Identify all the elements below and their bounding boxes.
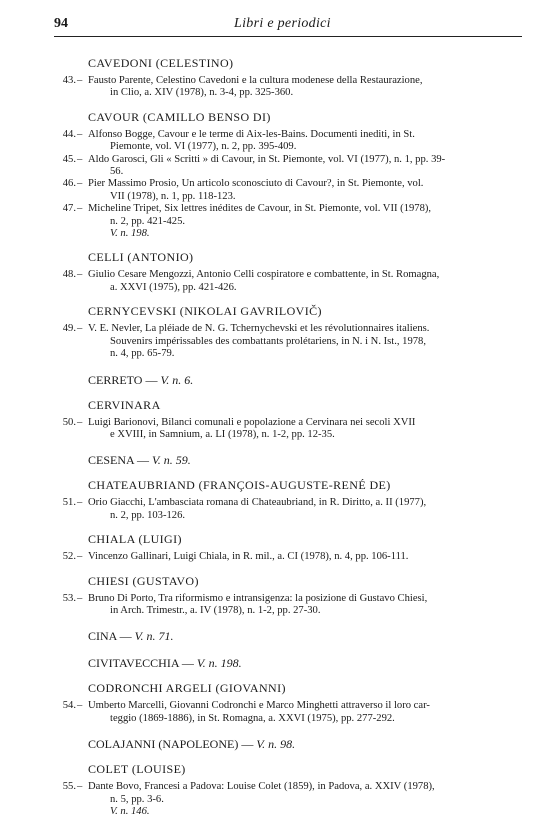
cross-reference-name: CINA [88,629,117,644]
entry-dash: – [77,592,83,604]
entry-line: n. 5, pp. 3-6. [110,793,164,805]
section-heading: CHIESI (GUSTAVO) [88,573,199,588]
cross-reference-name: CIVITAVECCHIA [88,656,179,671]
entry-line: e XVIII, in Samnium, a. LI (1978), n. 1-2, pp. 12-35. [110,428,335,440]
bibliography-entry [62,700,524,725]
entry-dash: – [77,781,83,793]
entry-line: in Clio, a. XIV (1978), n. 3-4, pp. 325-360. [110,87,294,99]
entry-line: in Arch. Trimestr., a. IV (1978), n. 1-2, pp. 27-30. [110,604,321,616]
entry-line: Pier Massimo Prosio, Un articolo sconosciuto di Cavour?, in St. Piemonte, vol. [88,178,424,190]
entry-line: a. XXVI (1975), pp. 421-426. [110,281,237,293]
cross-reference-heading: COLAJANNI (NAPOLEONE) — V. n. 98. [88,737,296,752]
entry-dash: – [77,153,83,165]
entry-number: 54. [62,700,76,712]
cross-reference-name: CESENA [88,453,135,468]
entry-see-also: V. n. 198. [110,228,150,240]
entry-line: Micheline Tripet, Six lettres inédites de Cavour, in St. Piemonte, vol. VII (1978), [88,203,432,215]
entry-number: 46. [62,178,76,190]
bibliography-entry [62,178,524,203]
page-number: 94 [54,16,68,31]
entry-number: 45. [62,153,76,165]
entry-number: 49. [62,323,76,335]
running-title: Libri e periodici [234,16,331,31]
entry-line: Bruno Di Porto, Tra riformismo e intransigenza: la posizione di Gustavo Chiesi, [88,592,428,604]
bibliography-entry [62,323,524,360]
entry-dash: – [77,323,83,335]
entry-dash: – [77,551,83,563]
bibliography-entry [62,551,524,563]
entry-number: 43. [62,75,76,86]
cross-reference-name: COLAJANNI (NAPOLEONE) [88,737,239,752]
entry-dash: – [77,203,83,215]
section-heading: CERVINARA [88,397,161,412]
entry-number: 53. [62,592,76,604]
cross-reference-see: V. n. 71. [134,629,174,644]
entry-line: V. E. Nevler, La pléiade de N. G. Tchernychevski et les révolutionnaires italiens. [88,323,430,335]
section-heading: CAVEDONI (CELESTINO) [88,56,234,70]
page-header [54,14,522,37]
cross-reference-name: CERRETO [88,372,143,387]
cross-reference-see: V. n. 6. [160,372,194,387]
cross-reference-heading: CINA — V. n. 71. [88,629,174,644]
entry-dash: – [77,178,83,190]
bibliography-entry [62,592,524,618]
cross-reference-heading: CESENA — V. n. 59. [88,453,191,468]
entry-line: Dante Bovo, Francesi a Padova: Louise Colet (1859), in Padova, a. XXIV (1978), [88,781,435,793]
entry-number: 48. [62,269,76,281]
entry-line: n. 2, pp. 103-126. [110,509,186,521]
entry-line: Luigi Barionovi, Bilanci comunali e popolazione a Cervinara nei secoli XVII [88,416,416,428]
entry-number: 51. [62,497,76,509]
bibliography-entry [62,203,524,240]
section-heading: CAVOUR (CAMILLO BENSO DI) [88,109,271,124]
entry-line: Vincenzo Gallinari, Luigi Chiala, in R. mil., a. CI (1978), n. 4, pp. 106-111. [88,551,409,563]
section-heading: CHIALA (LUIGI) [88,532,182,547]
cross-reference-see: V. n. 198. [196,656,242,671]
entry-number: 52. [62,551,76,563]
bibliography-list [0,50,550,818]
entry-dash: – [77,128,83,140]
bibliography-entry [62,497,524,522]
cross-reference-see: V. n. 59. [152,453,191,468]
section-heading: CELLI (ANTONIO) [88,250,194,265]
entry-number: 44. [62,128,76,140]
entry-see-also: V. n. 146. [110,805,150,817]
entry-line: Giulio Cesare Mengozzi, Antonio Celli cospiratore e combattente, in St. Romagna, [88,269,440,281]
entry-line: n. 2, pp. 421-425. [110,215,186,227]
entry-number: 47. [62,203,76,215]
section-heading: CHATEAUBRIAND (FRANÇOIS-AUGUSTE-RENÉ DE) [88,478,391,493]
entry-line: Aldo Garosci, Gli « Scritti » di Cavour, in St. Piemonte, vol. VI (1977), n. 1, pp. 39- [88,153,446,165]
bibliography-entry [62,416,524,442]
entry-line: Alfonso Bogge, Cavour e le terme di Aix-les-Bains. Documenti inediti, in St. [88,128,415,140]
entry-line: Souvenirs impérissables des combattants prolétariens, in N. i N. Ist., 1978, [110,335,426,347]
entry-line: 56. [110,166,124,178]
bibliography-entry [62,153,524,179]
entry-dash: – [77,269,83,281]
entry-dash: – [77,700,83,712]
bibliography-entry [62,269,524,294]
entry-line: Fausto Parente, Celestino Cavedoni e la cultura modenese della Restaurazione, [88,75,423,86]
entry-line: n. 4, pp. 65-79. [110,348,175,360]
cross-reference-heading: CIVITAVECCHIA — V. n. 198. [88,656,242,671]
section-heading: CODRONCHI ARGELI (GIOVANNI) [88,681,286,696]
cross-reference-see: V. n. 98. [256,737,296,752]
entry-number: 50. [62,416,76,428]
entry-dash: – [77,497,83,509]
entry-line: VII (1978), n. 1, pp. 118-123. [110,190,236,202]
bibliography-entry [62,781,524,818]
section-heading: CERNYCEVSKI (NIKOLAI GAVRILOVIČ) [88,304,322,319]
entry-dash: – [77,75,83,86]
entry-number: 55. [62,781,76,793]
entry-line: teggio (1869-1886), in St. Romagna, a. XXVI (1975), pp. 277-292. [110,712,395,724]
bibliography-entry [62,128,524,154]
entry-line: Piemonte, vol. VI (1977), n. 2, pp. 395-409. [110,141,297,153]
section-heading: COLET (LOUISE) [88,762,186,777]
bibliography-entry [62,75,524,100]
cross-reference-heading: CERRETO — V. n. 6. [88,372,194,387]
entry-line: Umberto Marcelli, Giovanni Codronchi e Marco Minghetti attraverso il loro car- [88,700,430,712]
entry-dash: – [77,416,83,428]
entry-line: Orio Giacchi, L'ambasciata romana di Chateaubriand, in R. Diritto, a. II (1977), [88,497,427,509]
